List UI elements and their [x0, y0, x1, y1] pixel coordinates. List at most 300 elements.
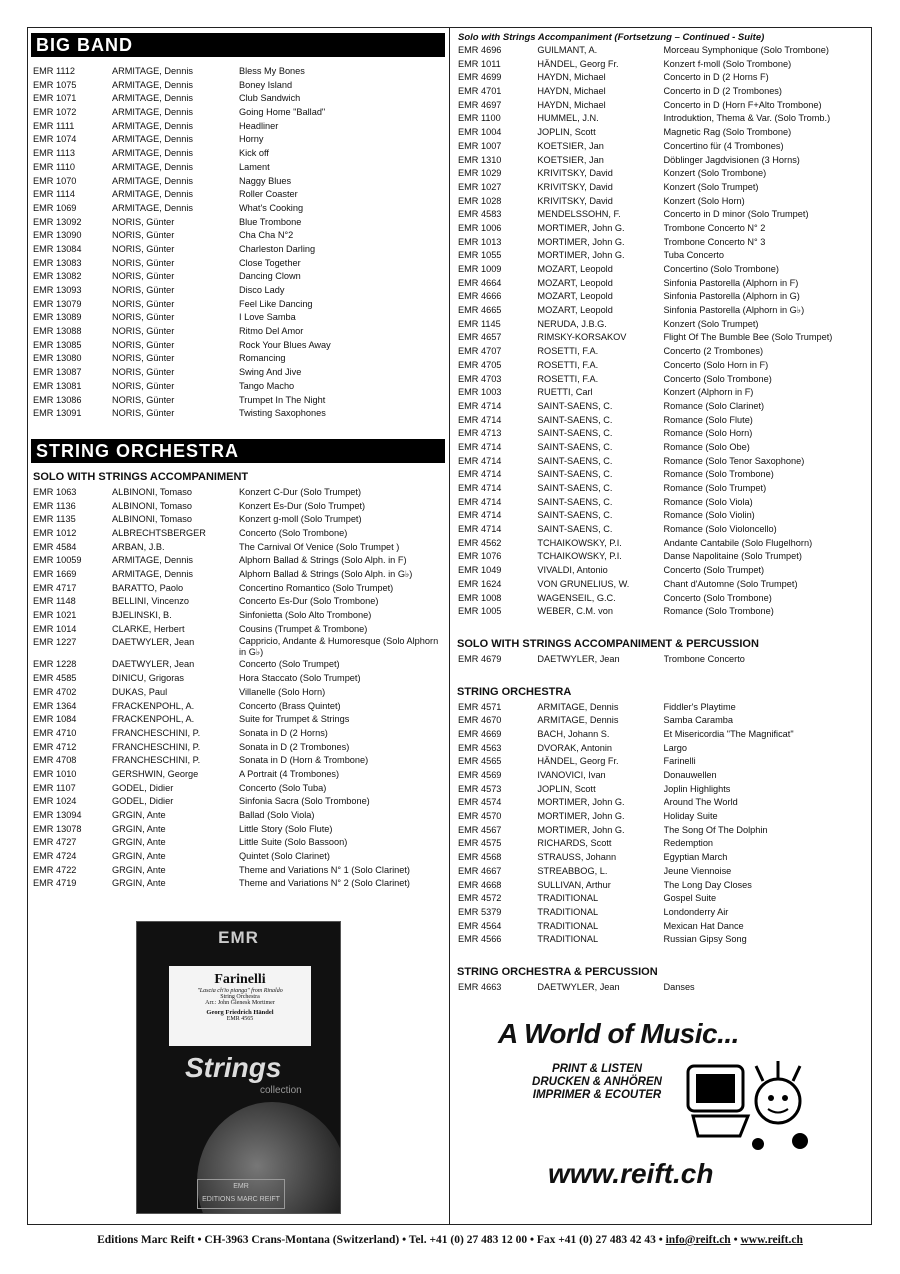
- composer: ARMITAGE, Dennis: [112, 79, 194, 90]
- catalog-number: EMR 1013: [458, 236, 502, 247]
- composer: KRIVITSKY, David: [537, 195, 613, 206]
- catalog-row: [455, 140, 867, 154]
- composer: ALBINONI, Tomaso: [112, 486, 192, 497]
- composer: NORIS, Günter: [112, 408, 175, 419]
- catalog-row: [455, 400, 867, 414]
- catalog-number: EMR 4665: [458, 305, 502, 316]
- catalog-number: EMR 1003: [458, 387, 502, 398]
- composer: JOPLIN, Scott: [537, 127, 596, 138]
- composer: VIVALDI, Antonio: [537, 565, 608, 576]
- composer: MORTIMER, John G.: [537, 222, 625, 233]
- work-title: Konzert f-moll (Solo Trombone): [663, 58, 792, 69]
- composer: BJELINSKI, B.: [112, 610, 172, 621]
- catalog-row: [455, 99, 867, 113]
- catalog-number: EMR 1074: [33, 134, 77, 145]
- catalog-number: EMR 4724: [33, 851, 77, 862]
- footer: [0, 1234, 900, 1246]
- composer: HAYDN, Michael: [537, 86, 606, 97]
- catalog-row: [455, 181, 867, 195]
- composer: ARMITAGE, Dennis: [112, 189, 194, 200]
- work-title: Concerto in D (2 Trombones): [663, 86, 782, 97]
- catalog-number: EMR 4571: [458, 701, 502, 712]
- catalog-row: [455, 496, 867, 510]
- catalog-number: EMR 4697: [458, 99, 502, 110]
- catalog-row: [31, 65, 445, 79]
- work-title: Trombone Concerto: [663, 653, 745, 664]
- catalog-number: EMR 4657: [458, 332, 502, 343]
- composer: NORIS, Günter: [112, 380, 175, 391]
- ad-headline: A World of Music...: [498, 1018, 739, 1049]
- composer: ROSETTI, F.A.: [537, 346, 599, 357]
- composer: MORTIMER, John G.: [537, 236, 625, 247]
- work-title: Concerto in D (Horn F+Alto Trombone): [663, 99, 822, 110]
- composer: ALBINONI, Tomaso: [112, 500, 192, 511]
- catalog-row: [31, 133, 445, 147]
- catalog-row: [455, 441, 867, 455]
- catalog-number: EMR 1055: [458, 250, 502, 261]
- catalog-row: [31, 713, 445, 727]
- work-title: Club Sandwich: [239, 93, 301, 104]
- work-title: Samba Caramba: [663, 715, 733, 726]
- composer: NORIS, Günter: [112, 326, 175, 337]
- big-band-banner: BIG BAND: [31, 33, 445, 57]
- catalog-number: EMR 4563: [458, 742, 502, 753]
- work-title: Fiddler's Playtime: [663, 701, 736, 712]
- ad-line-2: DRUCKEN & ANHÖREN: [532, 1076, 662, 1088]
- catalog-row: [455, 537, 867, 551]
- cover-series-sub: collection: [260, 1085, 302, 1096]
- work-title: Sonata in D (2 Trombones): [239, 741, 350, 752]
- cover-composer: Georg Friedrich Händel: [206, 1009, 274, 1016]
- work-title: Morceau Symphonique (Solo Trombone): [663, 45, 829, 55]
- perc-heading: SOLO WITH STRINGS ACCOMPANIMENT & PERCUSSION: [457, 637, 759, 650]
- composer: RICHARDS, Scott: [537, 838, 612, 849]
- composer: ALBINONI, Tomaso: [112, 514, 192, 525]
- composer: NORIS, Günter: [112, 312, 175, 323]
- work-title: Rock Your Blues Away: [239, 339, 331, 350]
- catalog-number: EMR 4565: [458, 756, 502, 767]
- work-title: Charleston Darling: [239, 243, 316, 254]
- catalog-row: [455, 468, 867, 482]
- catalog-row: [31, 325, 445, 339]
- catalog-row: [455, 879, 867, 893]
- solo-list: [31, 486, 445, 891]
- composer: VON GRUNELIUS, W.: [537, 578, 630, 589]
- composer: GRGIN, Ante: [112, 878, 166, 889]
- catalog-number: EMR 4566: [458, 934, 502, 945]
- work-title: Mexican Hat Dance: [663, 920, 744, 931]
- catalog-number: EMR 1005: [458, 606, 502, 617]
- composer: NORIS, Günter: [112, 339, 175, 350]
- footer-text: Editions Marc Reift • CH-3963 Crans-Montana (Switzerland) • Tel. +41 (0) 27 483 12 00 • Fax +41 (0) 27 483 42 43 •: [97, 1234, 663, 1246]
- catalog-number: EMR 13090: [33, 230, 82, 241]
- work-title: Konzert g-moll (Solo Trumpet): [239, 514, 362, 525]
- catalog-number: EMR 13087: [33, 367, 82, 378]
- catalog-number: EMR 1310: [458, 154, 502, 165]
- catalog-row: [31, 257, 445, 271]
- catalog-number: EMR 4669: [458, 728, 502, 739]
- composer: GODEL, Didier: [112, 782, 174, 793]
- catalog-row: [455, 837, 867, 851]
- composer: FRANCHESCHINI, P.: [112, 741, 201, 752]
- composer: GRGIN, Ante: [112, 864, 166, 875]
- work-title: Romance (Solo Horn): [663, 428, 753, 439]
- composer: IVANOVICI, Ivan: [537, 770, 606, 780]
- work-title: Sinfonia Pastorella (Alphorn in G): [663, 291, 800, 302]
- catalog-row: [455, 509, 867, 523]
- catalog-row: [455, 386, 867, 400]
- right-column: [455, 32, 867, 995]
- catalog-number: EMR 4663: [458, 981, 502, 992]
- catalog-row: [455, 578, 867, 592]
- catalog-number: EMR 1006: [458, 222, 502, 233]
- catalog-row: [31, 339, 445, 353]
- catalog-number: EMR 13081: [33, 380, 82, 391]
- catalog-row: [455, 304, 867, 318]
- catalog-number: EMR 4714: [458, 469, 502, 480]
- catalog-row: [31, 147, 445, 161]
- composer: MORTIMER, John G.: [537, 797, 625, 808]
- composer: NORIS, Günter: [112, 394, 175, 405]
- ad-url[interactable]: www.reift.ch: [548, 1158, 714, 1189]
- catalog-row: [31, 394, 445, 408]
- composer: GODEL, Didier: [112, 796, 174, 807]
- catalog-row: [31, 202, 445, 216]
- catalog-number: EMR 4583: [458, 209, 502, 220]
- string-orchestra-banner: STRING ORCHESTRA: [31, 439, 445, 463]
- work-title: Konzert (Solo Horn): [663, 195, 745, 206]
- work-title: Suite for Trumpet & Strings: [239, 714, 350, 725]
- column-divider: [449, 27, 450, 1225]
- work-title: Quintet (Solo Clarinet): [239, 851, 330, 862]
- work-title: Russian Gipsy Song: [663, 934, 747, 945]
- work-title: Tuba Concerto: [663, 250, 724, 261]
- catalog-number: EMR 1021: [33, 610, 77, 621]
- composer: ARMITAGE, Dennis: [112, 161, 194, 172]
- catalog-row: [31, 850, 445, 864]
- work-title: Egyptian March: [663, 852, 728, 863]
- catalog-number: EMR 4572: [458, 893, 502, 904]
- work-title: Concerto in D minor (Solo Trumpet): [663, 209, 809, 220]
- catalog-row: [455, 331, 867, 345]
- composer: FRANCHESCHINI, P.: [112, 727, 201, 738]
- catalog-row: [455, 824, 867, 838]
- cover-number: EMR 4565: [226, 1016, 254, 1022]
- work-title: Donauwellen: [663, 770, 717, 780]
- work-title: Konzert C-Dur (Solo Trumpet): [239, 486, 362, 497]
- work-title: Trombone Concerto N° 2: [663, 222, 766, 233]
- composer: DAETWYLER, Jean: [537, 981, 620, 992]
- work-title: Naggy Blues: [239, 175, 292, 186]
- work-title: Konzert (Alphorn in F): [663, 387, 754, 398]
- composer: NORIS, Günter: [112, 216, 175, 227]
- composer: SAINT-SAENS, C.: [537, 414, 613, 425]
- catalog-number: EMR 4679: [458, 653, 502, 664]
- work-title: Flight Of The Bumble Bee (Solo Trumpet): [663, 332, 833, 343]
- work-title: Trombone Concerto N° 3: [663, 236, 766, 247]
- work-title: Concerto in D (2 Horns F): [663, 72, 769, 83]
- catalog-row: [31, 672, 445, 686]
- composer: TRADITIONAL: [537, 934, 599, 945]
- catalog-number: EMR 1049: [458, 565, 502, 576]
- composer: SAINT-SAENS, C.: [537, 455, 613, 466]
- catalog-number: EMR 4569: [458, 770, 502, 780]
- catalog-number: EMR 4713: [458, 428, 502, 439]
- work-title: Bless My Bones: [239, 66, 305, 76]
- composer: RIMSKY-KORSAKOV: [537, 332, 627, 343]
- catalog-row: [31, 79, 445, 93]
- catalog-row: [455, 564, 867, 578]
- work-title: Alphorn Ballad & Strings (Solo Alph. in F): [239, 555, 407, 566]
- catalog-row: [455, 865, 867, 879]
- work-title: Headliner: [239, 120, 279, 131]
- work-title: Close Together: [239, 257, 301, 268]
- composer: ARMITAGE, Dennis: [112, 120, 194, 131]
- work-title: Konzert Es-Dur (Solo Trumpet): [239, 500, 366, 511]
- cover-arranger: Arr.: John Glenesk Mortimer: [205, 1000, 275, 1006]
- catalog-row: [31, 823, 445, 837]
- cartoon-computer-icon: [668, 1046, 818, 1156]
- catalog-number: EMR 1004: [458, 127, 502, 138]
- catalog-row: [31, 366, 445, 380]
- catalog-row: [31, 768, 445, 782]
- catalog-number: EMR 1024: [33, 796, 77, 807]
- catalog-number: EMR 4564: [458, 920, 502, 931]
- continued-heading: Solo with Strings Accompaniment (Fortsetzung – Continued - Suite): [458, 32, 765, 43]
- composer: GRGIN, Ante: [112, 810, 166, 820]
- catalog-row: [455, 345, 867, 359]
- catalog-number: EMR 5379: [458, 906, 502, 917]
- catalog-row: [455, 85, 867, 99]
- catalog-number: EMR 1111: [33, 120, 75, 131]
- work-title: Concerto (Solo Trombone): [239, 527, 348, 538]
- catalog-number: EMR 1009: [458, 264, 502, 274]
- composer: BACH, Johann S.: [537, 728, 610, 739]
- composer: NORIS, Günter: [112, 271, 175, 282]
- work-title: Concerto (Solo Trombone): [663, 592, 772, 603]
- work-title: Concerto (Solo Tuba): [239, 782, 327, 793]
- catalog-row: [455, 277, 867, 291]
- catalog-number: EMR 1008: [458, 592, 502, 603]
- work-title: Blue Trombone: [239, 216, 302, 227]
- catalog-row: [455, 714, 867, 728]
- catalog-number: EMR 1027: [458, 181, 502, 192]
- catalog-row: [455, 112, 867, 126]
- work-title: Ballad (Solo Viola): [239, 810, 315, 820]
- composer: HAYDN, Michael: [537, 72, 606, 83]
- catalog-number: EMR 1072: [33, 107, 77, 118]
- catalog-row: [31, 636, 445, 658]
- catalog-row: [455, 550, 867, 564]
- catalog-row: [31, 809, 445, 823]
- work-title: Romance (Solo Viola): [663, 496, 753, 507]
- catalog-number: EMR 13085: [33, 339, 82, 350]
- composer: SAINT-SAENS, C.: [537, 469, 613, 480]
- work-title: Romance (Solo Trombone): [663, 469, 774, 480]
- work-title: Concerto (Brass Quintet): [239, 700, 341, 711]
- catalog-number: EMR 13088: [33, 326, 82, 337]
- catalog-number: EMR 1014: [33, 623, 77, 634]
- catalog-number: EMR 4717: [33, 582, 77, 593]
- cover-title: Farinelli: [214, 972, 266, 987]
- work-title: Gospel Suite: [663, 893, 717, 904]
- catalog-row: [455, 728, 867, 742]
- catalog-row: [31, 568, 445, 582]
- composer: DVORAK, Antonin: [537, 742, 612, 753]
- composer: WAGENSEIL, G.C.: [537, 592, 616, 603]
- catalog-number: EMR 4714: [458, 441, 502, 452]
- catalog-number: EMR 4568: [458, 852, 502, 863]
- catalog-number: EMR 1148: [33, 596, 76, 607]
- catalog-row: [31, 836, 445, 850]
- catalog-row: [455, 208, 867, 222]
- catalog-number: EMR 13083: [33, 257, 82, 268]
- work-title: Romance (Solo Clarinet): [663, 400, 765, 411]
- composer: SAINT-SAENS, C.: [537, 428, 613, 439]
- catalog-row: [455, 263, 867, 277]
- work-title: Roller Coaster: [239, 189, 298, 200]
- work-title: A Portrait (4 Trombones): [239, 768, 340, 779]
- catalog-number: EMR 1669: [33, 569, 77, 579]
- work-title: Sonata in D (2 Horns): [239, 727, 328, 738]
- catalog-number: EMR 1107: [33, 782, 76, 793]
- composer: JOPLIN, Scott: [537, 783, 596, 794]
- composer: SAINT-SAENS, C.: [537, 441, 613, 452]
- work-title: Concerto (2 Trombones): [663, 346, 764, 357]
- catalog-number: EMR 1012: [33, 527, 77, 538]
- catalog-number: EMR 4727: [33, 837, 77, 848]
- catalog-number: EMR 1010: [33, 768, 77, 779]
- composer: MORTIMER, John G.: [537, 250, 625, 261]
- catalog-row: [455, 414, 867, 428]
- composer: NORIS, Günter: [112, 298, 175, 309]
- catalog-row: [455, 455, 867, 469]
- orch-heading: STRING ORCHESTRA: [457, 685, 572, 698]
- work-title: Cousins (Trumpet & Trombone): [239, 623, 368, 634]
- catalog-number: EMR 4562: [458, 537, 502, 548]
- composer: DUKAS, Paul: [112, 686, 168, 697]
- catalog-number: EMR 13080: [33, 353, 82, 364]
- catalog-row: [455, 783, 867, 797]
- catalog-number: EMR 1624: [458, 578, 502, 589]
- catalog-number: EMR 4667: [458, 865, 502, 876]
- work-title: Romance (Solo Trombone): [663, 606, 774, 617]
- work-title: The Song Of The Dolphin: [663, 824, 768, 835]
- composer: NERUDA, J.B.G.: [537, 318, 607, 329]
- cover-label: [169, 966, 311, 1046]
- catalog-number: EMR 13094: [33, 810, 82, 820]
- work-title: Döblinger Jagdvisionen (3 Horns): [663, 154, 800, 165]
- catalog-row: [455, 742, 867, 756]
- cover-series: Strings: [185, 1052, 282, 1083]
- continued-list: [455, 44, 867, 619]
- big-band-list: [31, 65, 445, 421]
- footer-web-link[interactable]: www.reift.ch: [740, 1234, 803, 1246]
- work-title: Concerto (Solo Trumpet): [239, 659, 340, 670]
- work-title: Alphorn Ballad & Strings (Solo Alph. in G♭): [239, 569, 413, 579]
- catalog-row: [31, 582, 445, 596]
- catalog-row: [31, 486, 445, 500]
- composer: ARMITAGE, Dennis: [112, 107, 194, 118]
- composer: MOZART, Leopold: [537, 264, 613, 274]
- work-title: Holiday Suite: [663, 811, 718, 822]
- catalog-number: EMR 4714: [458, 510, 502, 521]
- work-title: Boney Island: [239, 79, 293, 90]
- composer: TCHAIKOWSKY, P.I.: [537, 551, 622, 562]
- work-title: Romance (Solo Flute): [663, 414, 753, 425]
- catalog-row: [31, 161, 445, 175]
- composer: HÄNDEL, Georg Fr.: [537, 756, 619, 767]
- catalog-number: EMR 13084: [33, 243, 82, 254]
- catalog-number: EMR 4702: [33, 686, 77, 697]
- cover-subtitle: "Lascia ch'io pianga" from Rinaldo: [197, 988, 283, 994]
- catalog-row: [31, 595, 445, 609]
- work-title: Sinfonia Pastorella (Alphorn in G♭): [663, 305, 805, 316]
- composer: FRACKENPOHL, A.: [112, 700, 195, 711]
- catalog-row: [455, 195, 867, 209]
- catalog-number: EMR 1029: [458, 168, 502, 179]
- solo-heading: SOLO WITH STRINGS ACCOMPANIMENT: [33, 470, 249, 483]
- catalog-number: EMR 13086: [33, 394, 82, 405]
- catalog-row: [455, 653, 867, 667]
- work-title: Theme and Variations N° 1 (Solo Clarinet): [239, 864, 410, 875]
- catalog-number: EMR 4699: [458, 72, 502, 83]
- catalog-row: [31, 795, 445, 809]
- cover-publisher: EMR EDITIONS MARC REIFT: [197, 1179, 285, 1209]
- work-title: Jeune Viennoise: [663, 865, 732, 876]
- catalog-row: [31, 188, 445, 202]
- work-title: Concertino für (4 Trombones): [663, 140, 784, 151]
- work-title: Twisting Saxophones: [239, 408, 326, 419]
- catalog-number: EMR 4714: [458, 455, 502, 466]
- catalog-row: [31, 686, 445, 700]
- catalog-number: EMR 1113: [33, 148, 76, 159]
- catalog-number: EMR 4714: [458, 524, 502, 535]
- footer-email-link[interactable]: info@reift.ch: [665, 1234, 731, 1246]
- composer: ROSETTI, F.A.: [537, 359, 599, 370]
- left-column: [31, 33, 445, 891]
- work-title: Romance (Solo Violin): [663, 510, 755, 521]
- catalog-row: [455, 796, 867, 810]
- composer: HAYDN, Michael: [537, 99, 606, 110]
- work-title: Konzert (Solo Trumpet): [663, 318, 759, 329]
- catalog-row: [31, 284, 445, 298]
- catalog-row: [31, 407, 445, 421]
- catalog-number: EMR 1110: [33, 161, 76, 172]
- work-title: Villanelle (Solo Horn): [239, 686, 326, 697]
- composer: ARMITAGE, Dennis: [112, 202, 194, 213]
- work-title: Concertino (Solo Trombone): [663, 264, 779, 274]
- work-title: Trumpet In The Night: [239, 394, 326, 405]
- catalog-row: [31, 229, 445, 243]
- composer: FRACKENPOHL, A.: [112, 714, 195, 725]
- catalog-number: EMR 4710: [33, 727, 77, 738]
- composer: STRAUSS, Johann: [537, 852, 617, 863]
- composer: DAETWYLER, Jean: [112, 659, 195, 670]
- work-title: Sinfonietta (Solo Alto Trombone): [239, 610, 372, 621]
- composer: TRADITIONAL: [537, 920, 599, 931]
- catalog-number: EMR 1112: [33, 66, 76, 76]
- work-title: Around The World: [663, 797, 738, 808]
- catalog-number: EMR 1100: [458, 113, 501, 124]
- work-title: Danses: [663, 981, 695, 992]
- composer: ARMITAGE, Dennis: [112, 134, 194, 145]
- composer: ARMITAGE, Dennis: [112, 148, 194, 159]
- catalog-number: EMR 4707: [458, 346, 502, 357]
- work-title: Concerto (Solo Trumpet): [663, 565, 765, 576]
- composer: KOETSIER, Jan: [537, 140, 604, 151]
- composer: NORIS, Günter: [112, 353, 175, 364]
